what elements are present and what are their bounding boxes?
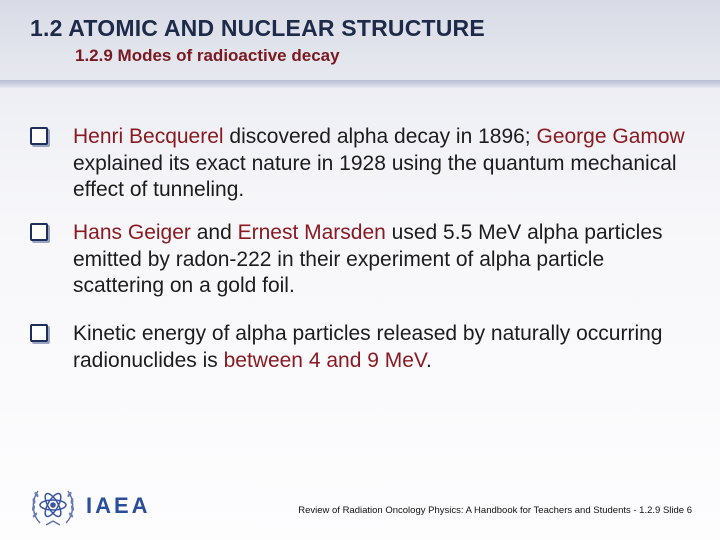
footer-org-name: IAEA (86, 493, 151, 518)
slide-subtitle: 1.2.9 Modes of radioactive decay (75, 46, 340, 65)
slide-title: 1.2 ATOMIC AND NUCLEAR STRUCTURE (30, 15, 485, 41)
bullet-text-highlight: Henri Becquerel (73, 125, 224, 148)
bullet-item (30, 124, 700, 204)
bullet-item (30, 220, 700, 300)
bullet-text-highlight: Hans Geiger (73, 221, 191, 244)
bullet-text-plain: discovered alpha decay in 1896; (223, 125, 537, 148)
bullet-text-highlight: Ernest Marsden (237, 221, 386, 244)
bullet-text-plain: Kinetic energy of alpha particles released by naturally occurring radionuclides is (73, 322, 663, 372)
iaea-emblem-icon (28, 481, 78, 531)
bullet-text-plain: used 5.5 MeV alpha particles emitted by radon-222 in their experiment of alpha particle scattering on a gold foil. (73, 221, 663, 297)
bullet-item (30, 321, 700, 374)
header-divider (0, 80, 720, 88)
bullet-text (73, 124, 700, 204)
footer-credit: Review of Radiation Oncology Physics: A Handbook for Teachers and Students - 1.2.9 Slide 6 (298, 505, 692, 516)
slide-header (0, 0, 720, 84)
bullet-text-plain: and (190, 221, 238, 244)
bullet-text (73, 321, 700, 374)
checkbox-bullet-icon (30, 223, 48, 241)
checkbox-bullet-icon (30, 127, 48, 145)
bullet-text-highlight: George Gamow (536, 125, 685, 148)
checkbox-bullet-icon (30, 324, 48, 342)
bullet-text-plain: explained its exact nature in 1928 using the quantum mechanical effect of tunneling. (73, 151, 677, 201)
bullet-text-highlight: between 4 and 9 MeV (223, 348, 426, 372)
bullet-text-plain: . (425, 348, 432, 372)
bullet-text (73, 220, 700, 300)
